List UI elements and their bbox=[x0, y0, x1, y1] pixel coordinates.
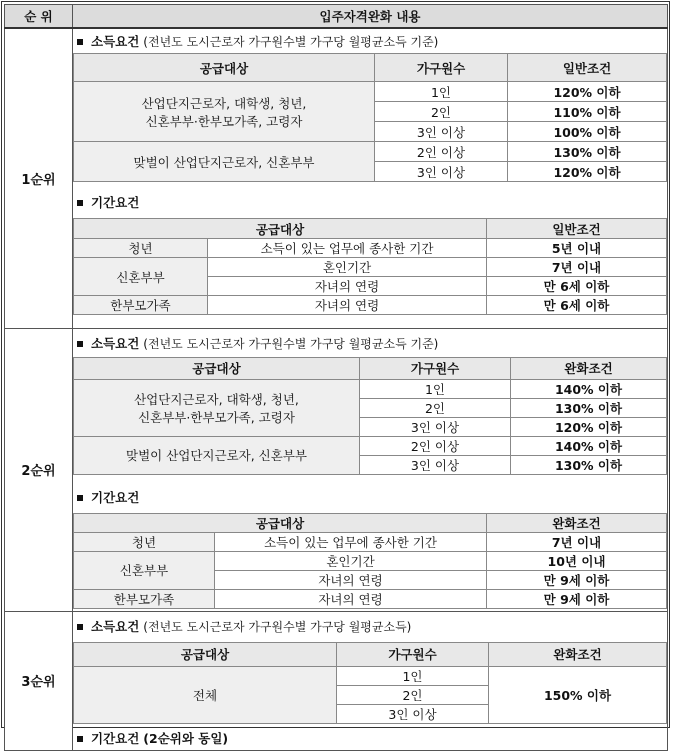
rank3-income-table bbox=[73, 642, 667, 724]
condition-cell: 5년 이내 bbox=[487, 239, 667, 258]
desc-cell: 혼인기간 bbox=[215, 551, 487, 570]
condition-cell: 10년 이내 bbox=[487, 551, 667, 570]
target-cell: 한부모가족 bbox=[74, 296, 208, 315]
target-cell: 청년 bbox=[74, 532, 215, 551]
condition-cell: 7년 이내 bbox=[487, 532, 667, 551]
condition-cell: 130% 이하 bbox=[511, 455, 667, 474]
members-cell: 3인 이상 bbox=[360, 455, 511, 474]
condition-cell: 120% 이하 bbox=[511, 417, 667, 436]
col-target: 공급대상 bbox=[74, 54, 375, 82]
target-cell: 신혼부부 bbox=[74, 258, 208, 296]
condition-cell: 만 6세 이하 bbox=[487, 296, 667, 315]
desc-cell: 자녀의 연령 bbox=[215, 570, 487, 589]
condition-cell: 만 9세 이하 bbox=[487, 589, 667, 608]
rank1-income-heading: 소득요건 (전년도 도시근로자 가구원수별 가구당 월평균소득 기준) bbox=[73, 31, 667, 53]
members-cell: 1인 bbox=[337, 666, 489, 685]
members-cell: 2인 이상 bbox=[360, 436, 511, 455]
header-rank: 순 위 bbox=[5, 5, 73, 29]
condition-cell: 130% 이하 bbox=[511, 398, 667, 417]
condition-cell: 120% 이하 bbox=[508, 82, 667, 102]
group-target: 산업단지근로자, 대학생, 청년, 신혼부부·한부모가족, 고령자 bbox=[74, 379, 360, 436]
members-cell: 2인 bbox=[375, 102, 508, 122]
rank2-content bbox=[73, 328, 668, 611]
header-row bbox=[5, 5, 668, 29]
rank2-income-table bbox=[73, 357, 667, 475]
condition-cell: 만 6세 이하 bbox=[487, 277, 667, 296]
rank2-period-heading: 기간요건 bbox=[73, 487, 667, 509]
bullet-icon bbox=[77, 624, 83, 630]
col-condition: 완화조건 bbox=[487, 513, 667, 532]
group-target: 전체 bbox=[74, 666, 337, 723]
rank2-period-table bbox=[73, 513, 667, 609]
members-cell: 3인 이상 bbox=[360, 417, 511, 436]
eligibility-table bbox=[4, 4, 668, 751]
condition-cell: 만 9세 이하 bbox=[487, 570, 667, 589]
target-cell: 신혼부부 bbox=[74, 551, 215, 589]
group-target: 맞벌이 산업단지근로자, 신혼부부 bbox=[74, 436, 360, 474]
condition-cell: 100% 이하 bbox=[508, 122, 667, 142]
rank3-label: 3순위 bbox=[5, 611, 73, 750]
rank1-period-table bbox=[73, 218, 667, 315]
col-target: 공급대상 bbox=[74, 357, 360, 379]
col-condition: 일반조건 bbox=[508, 54, 667, 82]
bullet-icon bbox=[77, 39, 83, 45]
target-cell: 청년 bbox=[74, 239, 208, 258]
members-cell: 2인 이상 bbox=[375, 142, 508, 162]
members-cell: 3인 이상 bbox=[375, 122, 508, 142]
col-target: 공급대상 bbox=[74, 219, 487, 239]
rank1-period-heading: 기간요건 bbox=[73, 192, 667, 214]
target-cell: 한부모가족 bbox=[74, 589, 215, 608]
condition-cell: 110% 이하 bbox=[508, 102, 667, 122]
members-cell: 3인 이상 bbox=[375, 162, 508, 182]
desc-cell: 혼인기간 bbox=[208, 258, 487, 277]
condition-cell: 150% 이하 bbox=[489, 666, 667, 723]
members-cell: 1인 bbox=[375, 82, 508, 102]
bullet-icon bbox=[77, 200, 83, 206]
bullet-icon bbox=[77, 495, 83, 501]
rank3-income-heading: 소득요건 (전년도 도시근로자 가구원수별 가구당 월평균소득) bbox=[73, 616, 667, 638]
desc-cell: 자녀의 연령 bbox=[208, 296, 487, 315]
desc-cell: 소득이 있는 업무에 종사한 기간 bbox=[215, 532, 487, 551]
rank1-row bbox=[5, 28, 668, 328]
members-cell: 3인 이상 bbox=[337, 704, 489, 723]
members-cell: 2인 bbox=[360, 398, 511, 417]
bullet-icon bbox=[77, 736, 83, 742]
desc-cell: 자녀의 연령 bbox=[215, 589, 487, 608]
rank3-period-heading: 기간요건 (2순위와 동일) bbox=[73, 728, 667, 750]
rank3-row bbox=[5, 611, 668, 750]
col-condition: 완화조건 bbox=[511, 357, 667, 379]
condition-cell: 120% 이하 bbox=[508, 162, 667, 182]
condition-cell: 140% 이하 bbox=[511, 379, 667, 398]
rank2-income-heading: 소득요건 (전년도 도시근로자 가구원수별 가구당 월평균소득 기준) bbox=[73, 333, 667, 355]
header-content: 입주자격완화 내용 bbox=[73, 5, 668, 29]
rank2-label: 2순위 bbox=[5, 328, 73, 611]
col-members: 가구원수 bbox=[337, 642, 489, 666]
col-target: 공급대상 bbox=[74, 642, 337, 666]
rank2-row bbox=[5, 328, 668, 611]
desc-cell: 소득이 있는 업무에 종사한 기간 bbox=[208, 239, 487, 258]
col-condition: 일반조건 bbox=[487, 219, 667, 239]
col-members: 가구원수 bbox=[360, 357, 511, 379]
bullet-icon bbox=[77, 341, 83, 347]
desc-cell: 자녀의 연령 bbox=[208, 277, 487, 296]
rank3-content bbox=[73, 611, 668, 750]
rank1-label: 1순위 bbox=[5, 28, 73, 328]
condition-cell: 7년 이내 bbox=[487, 258, 667, 277]
members-cell: 1인 bbox=[360, 379, 511, 398]
col-condition: 완화조건 bbox=[489, 642, 667, 666]
group-target: 맞벌이 산업단지근로자, 신혼부부 bbox=[74, 142, 375, 182]
rank1-content bbox=[73, 28, 668, 328]
rank1-income-table bbox=[73, 53, 667, 182]
col-members: 가구원수 bbox=[375, 54, 508, 82]
col-target: 공급대상 bbox=[74, 513, 487, 532]
condition-cell: 140% 이하 bbox=[511, 436, 667, 455]
members-cell: 2인 bbox=[337, 685, 489, 704]
condition-cell: 130% 이하 bbox=[508, 142, 667, 162]
group-target: 산업단지근로자, 대학생, 청년, 신혼부부·한부모가족, 고령자 bbox=[74, 82, 375, 142]
